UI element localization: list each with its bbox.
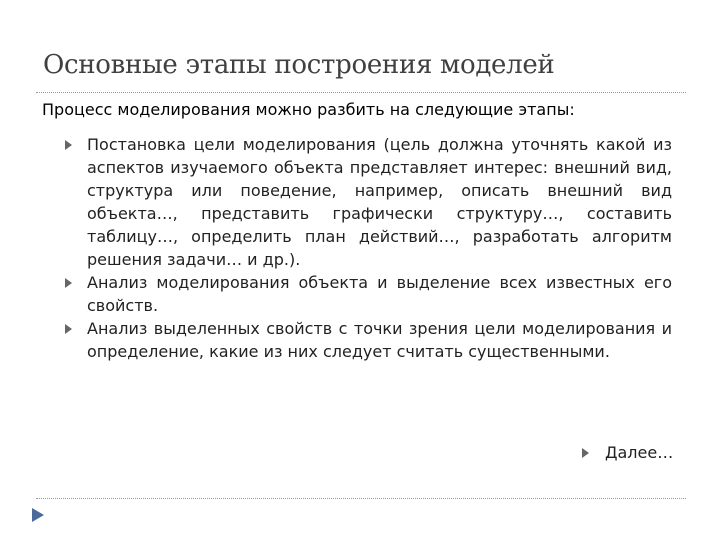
stage-item-text: Анализ выделенных свойств с точки зрения цели моделирования и определение, какие из них следует считать существенными.	[87, 319, 672, 361]
next-link-label: Далее…	[605, 443, 674, 462]
triangle-bullet-icon	[582, 448, 589, 458]
stage-item-properties	[62, 317, 672, 363]
play-arrow-icon[interactable]	[30, 507, 46, 523]
slide-title: Основные этапы построения моделей	[43, 50, 555, 80]
next-link[interactable]	[582, 441, 673, 464]
stage-item-goal	[62, 133, 672, 271]
stage-item-text: Анализ моделирования объекта и выделение всех известных его свойств.	[87, 273, 672, 315]
intro-text: Процесс моделирования можно разбить на следующие этапы:	[42, 100, 575, 119]
triangle-bullet-icon	[65, 324, 72, 334]
stage-item-analysis	[62, 271, 672, 317]
stage-item-text: Постановка цели моделирования (цель должна уточнять какой из аспектов изучаемого объекта представляет интерес: внешний вид, структура или поведение, например, описать внешний вид объекта…, представить графически структуру…, составить таблицу…, определить план действий…, разработать алгоритм решения задачи… и др.).	[87, 135, 672, 269]
title-divider	[36, 92, 686, 93]
triangle-bullet-icon	[65, 140, 72, 150]
stage-list	[62, 133, 672, 363]
triangle-bullet-icon	[65, 278, 72, 288]
bottom-divider	[36, 498, 686, 499]
